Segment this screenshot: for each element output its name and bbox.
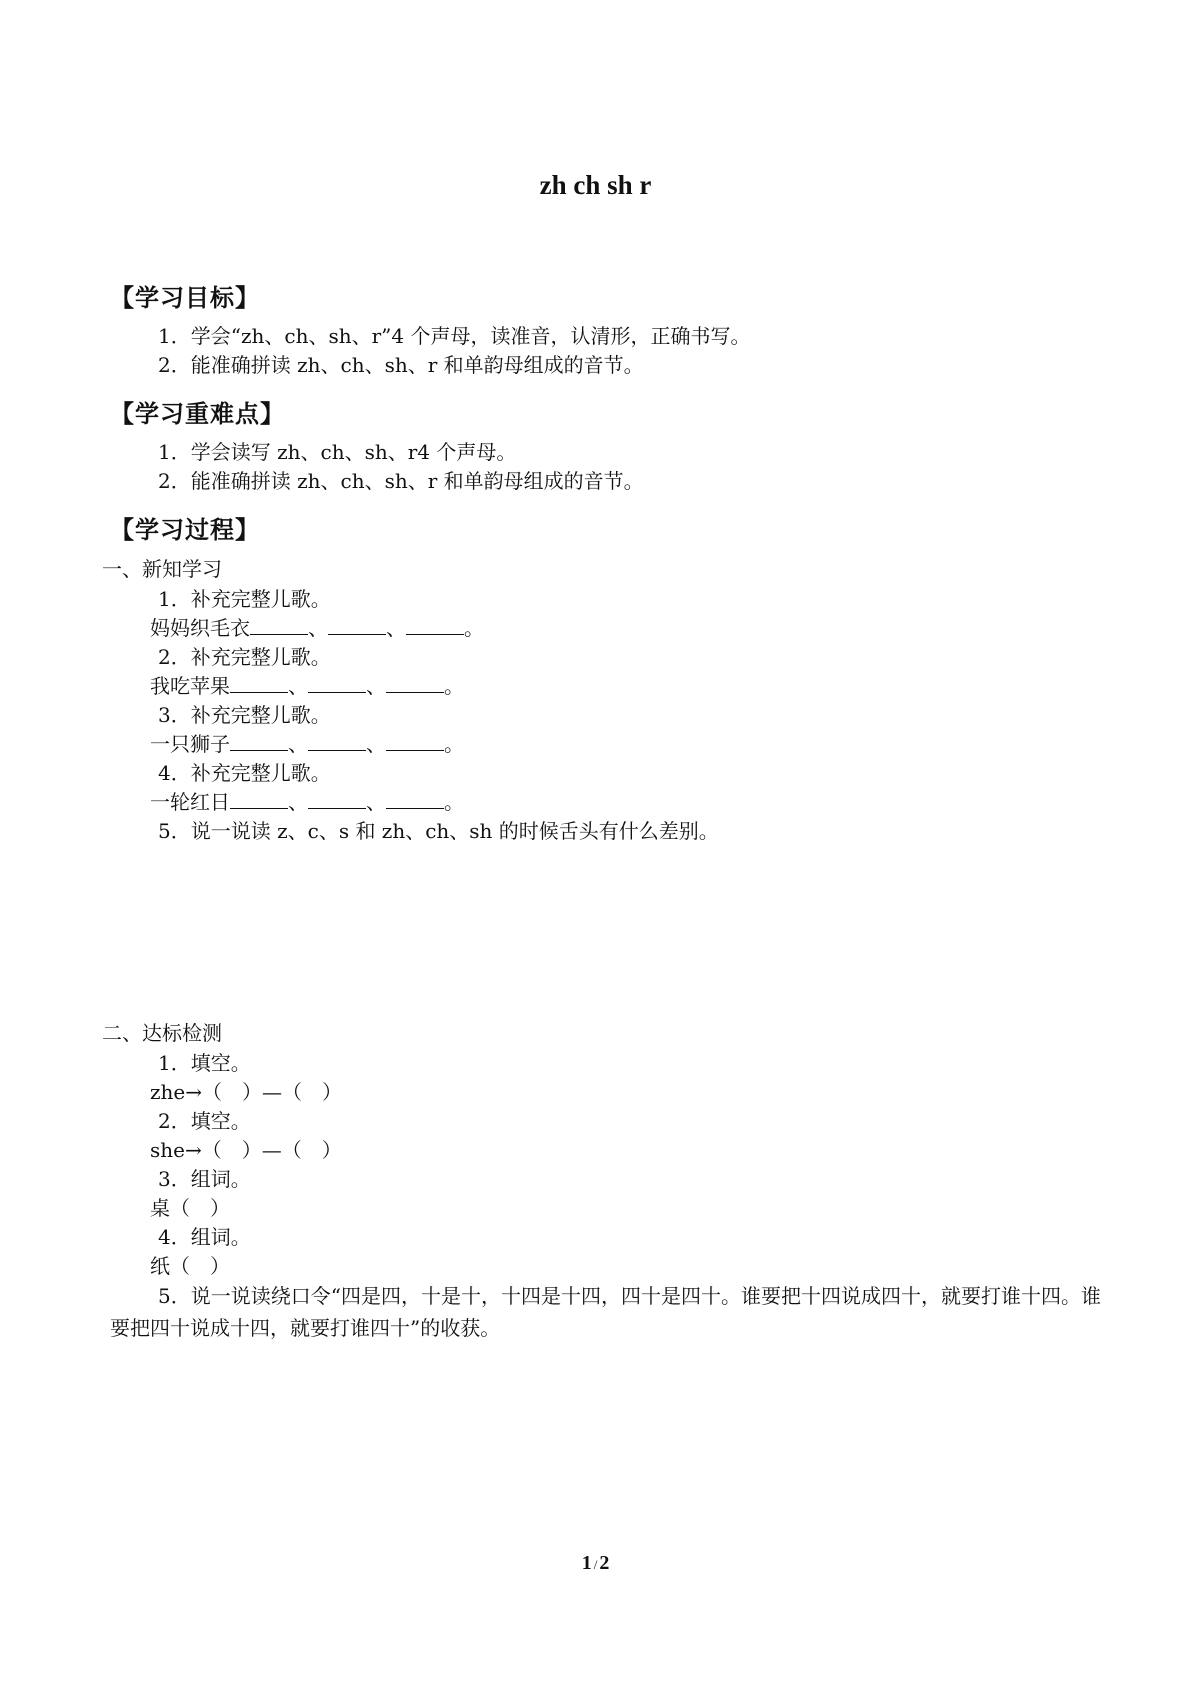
part1-q2: 2．补充完整儿歌。 bbox=[158, 645, 331, 669]
part1-q4: 4．补充完整儿歌。 bbox=[158, 761, 331, 785]
fill-blank[interactable] bbox=[308, 790, 366, 809]
rhyme-text: 妈妈织毛衣 bbox=[150, 616, 250, 640]
part2-q3: 3．组词。 bbox=[158, 1167, 251, 1191]
rhyme-text: 我吃苹果 bbox=[150, 674, 230, 698]
separator: 、 bbox=[366, 790, 386, 814]
part2-q2-line: she→（ ）—（ ） bbox=[150, 1138, 342, 1162]
part1-q1-line bbox=[150, 615, 484, 641]
key-points-heading: 【学习重难点】 bbox=[110, 400, 285, 428]
fill-blank[interactable] bbox=[386, 674, 444, 693]
page-separator: / bbox=[593, 1557, 598, 1572]
part2-q1: 1．填空。 bbox=[158, 1051, 251, 1075]
separator: 、 bbox=[288, 732, 308, 756]
part2-q3-line: 桌（ ） bbox=[150, 1196, 230, 1220]
fill-blank[interactable] bbox=[406, 616, 464, 635]
fill-blank[interactable] bbox=[308, 674, 366, 693]
page-number bbox=[0, 1552, 1191, 1575]
current-page: 1 bbox=[581, 1552, 592, 1574]
separator: 、 bbox=[366, 674, 386, 698]
period: 。 bbox=[444, 790, 464, 814]
fill-blank[interactable] bbox=[386, 790, 444, 809]
period: 。 bbox=[444, 732, 464, 756]
goal-item: 2．能准确拼读 zh、ch、sh、r 和单韵母组成的音节。 bbox=[158, 353, 644, 377]
rhyme-text: 一轮红日 bbox=[150, 790, 230, 814]
part2-q1-line: zhe→（ ）—（ ） bbox=[150, 1080, 343, 1104]
part2-q5: 5．说一说读绕口令“四是四，十是十，十四是十四，四十是四十。谁要把十四说成四十，就要打谁十四。谁要把四十说成十四，就要打谁四十”的收获。 bbox=[110, 1284, 1101, 1340]
part2-label: 二、达标检测 bbox=[102, 1021, 222, 1045]
goals-heading: 【学习目标】 bbox=[110, 284, 260, 312]
part1-q3: 3．补充完整儿歌。 bbox=[158, 703, 331, 727]
part1-label: 一、新知学习 bbox=[102, 557, 222, 581]
separator: 、 bbox=[366, 732, 386, 756]
separator: 、 bbox=[288, 790, 308, 814]
part2-q4: 4．组词。 bbox=[158, 1225, 251, 1249]
key-point-item: 2．能准确拼读 zh、ch、sh、r 和单韵母组成的音节。 bbox=[158, 469, 644, 493]
part1-q5: 5．说一说读 z、c、s 和 zh、ch、sh 的时候舌头有什么差别。 bbox=[158, 819, 719, 843]
period: 。 bbox=[444, 674, 464, 698]
goal-item: 1．学会“zh、ch、sh、r”4 个声母，读准音，认清形，正确书写。 bbox=[158, 324, 751, 348]
fill-blank[interactable] bbox=[250, 616, 308, 635]
fill-blank[interactable] bbox=[230, 790, 288, 809]
separator: 、 bbox=[308, 616, 328, 640]
part2-q4-line: 纸（ ） bbox=[150, 1254, 230, 1278]
separator: 、 bbox=[386, 616, 406, 640]
part1-q2-line bbox=[150, 673, 464, 699]
part1-q4-line bbox=[150, 789, 464, 815]
rhyme-text: 一只狮子 bbox=[150, 732, 230, 756]
total-pages: 2 bbox=[599, 1552, 610, 1574]
fill-blank[interactable] bbox=[328, 616, 386, 635]
fill-blank[interactable] bbox=[230, 674, 288, 693]
key-point-item: 1．学会读写 zh、ch、sh、r4 个声母。 bbox=[158, 440, 517, 464]
part2-q2: 2．填空。 bbox=[158, 1109, 251, 1133]
document-title: zh ch sh r bbox=[539, 170, 652, 200]
process-heading: 【学习过程】 bbox=[110, 516, 260, 544]
fill-blank[interactable] bbox=[308, 732, 366, 751]
part1-q1: 1．补充完整儿歌。 bbox=[158, 587, 331, 611]
period: 。 bbox=[464, 616, 484, 640]
fill-blank[interactable] bbox=[230, 732, 288, 751]
part1-q3-line bbox=[150, 731, 464, 757]
fill-blank[interactable] bbox=[386, 732, 444, 751]
separator: 、 bbox=[288, 674, 308, 698]
